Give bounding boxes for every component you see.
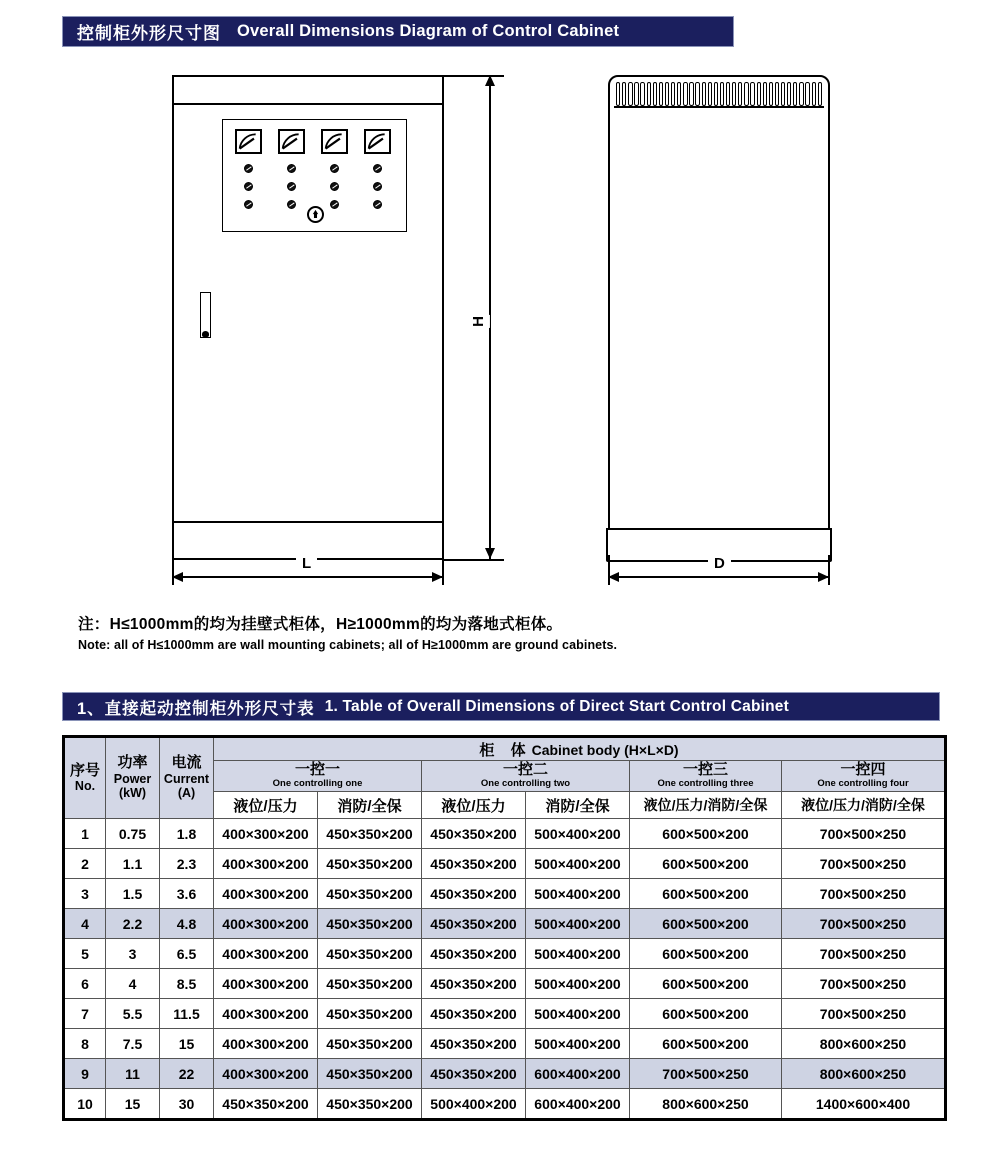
group-header-one-controlling-four: 一控四 One controlling four	[782, 761, 946, 792]
analog-meter-icon	[321, 129, 348, 154]
indicator-lamp	[330, 182, 339, 191]
dimensions-drawing	[0, 55, 1000, 600]
cabinet-side-body	[608, 75, 830, 560]
col-header-current: 电流 Current (A)	[160, 737, 214, 819]
cell-c4: 800×600×250	[782, 1059, 946, 1089]
cell-c3: 600×500×200	[630, 909, 782, 939]
cell-c1b: 450×350×200	[318, 1029, 422, 1059]
table-header-row-1	[64, 737, 946, 761]
table-row	[64, 1059, 946, 1089]
indicator-lamp	[373, 164, 382, 173]
cell-c1b: 450×350×200	[318, 939, 422, 969]
selector-knob-icon	[307, 206, 324, 223]
group-header-one-controlling-one: 一控一 One controlling one	[214, 761, 422, 792]
cell-power: 11	[106, 1059, 160, 1089]
cell-power: 2.2	[106, 909, 160, 939]
subcol-header-2b: 消防/全保	[526, 792, 630, 819]
cell-c1b: 450×350×200	[318, 999, 422, 1029]
table-row	[64, 849, 946, 879]
cell-c2b: 500×400×200	[526, 1029, 630, 1059]
dim-label-l: L	[296, 555, 317, 572]
subcol-header-2a: 液位/压力	[422, 792, 526, 819]
cell-c4: 700×500×250	[782, 879, 946, 909]
cell-c1b: 450×350×200	[318, 879, 422, 909]
cell-c2b: 600×400×200	[526, 1059, 630, 1089]
table-row	[64, 879, 946, 909]
cell-no: 5	[64, 939, 106, 969]
section-banner-diagram	[62, 16, 734, 47]
indicator-lamp	[287, 164, 296, 173]
cell-current: 3.6	[160, 879, 214, 909]
cell-power: 1.1	[106, 849, 160, 879]
cell-c2a: 450×350×200	[422, 969, 526, 999]
cell-current: 4.8	[160, 909, 214, 939]
indicator-lamp	[244, 164, 253, 173]
control-panel	[222, 119, 407, 232]
cell-c3: 600×500×200	[630, 879, 782, 909]
cell-c1b: 450×350×200	[318, 909, 422, 939]
dim-extension-line-h-bottom	[444, 559, 504, 561]
cell-no: 9	[64, 1059, 106, 1089]
cell-no: 2	[64, 849, 106, 879]
banner-title-en: Overall Dimensions Diagram of Control Cabinet	[237, 22, 620, 40]
cell-c1a: 400×300×200	[214, 849, 318, 879]
cell-c2a: 450×350×200	[422, 849, 526, 879]
table-banner-title-en: 1. Table of Overall Dimensions of Direct Start Control Cabinet	[324, 697, 789, 715]
cell-c1b: 450×350×200	[318, 1089, 422, 1120]
dim-line-length	[174, 576, 442, 578]
cell-c3: 700×500×250	[630, 1059, 782, 1089]
cell-no: 1	[64, 819, 106, 849]
dim-arrow-up	[485, 75, 495, 86]
cell-no: 4	[64, 909, 106, 939]
cell-current: 15	[160, 1029, 214, 1059]
cabinet-side-view	[608, 75, 830, 560]
cell-c2a: 450×350×200	[422, 819, 526, 849]
cell-c2b: 500×400×200	[526, 999, 630, 1029]
cell-c2b: 500×400×200	[526, 969, 630, 999]
cell-c2b: 500×400×200	[526, 909, 630, 939]
cell-no: 3	[64, 879, 106, 909]
table-body	[64, 819, 946, 1120]
indicator-lamp	[373, 200, 382, 209]
cell-power: 4	[106, 969, 160, 999]
cabinet-door-handle	[200, 292, 211, 338]
cell-power: 15	[106, 1089, 160, 1120]
dim-arrow-down	[485, 548, 495, 559]
cell-c1b: 450×350×200	[318, 849, 422, 879]
cell-c4: 700×500×250	[782, 909, 946, 939]
table-row	[64, 969, 946, 999]
cell-c3: 600×500×200	[630, 939, 782, 969]
cell-c3: 600×500×200	[630, 849, 782, 879]
cell-current: 11.5	[160, 999, 214, 1029]
cell-power: 1.5	[106, 879, 160, 909]
analog-meter-icon	[235, 129, 262, 154]
cell-c4: 700×500×250	[782, 819, 946, 849]
cell-c1b: 450×350×200	[318, 1059, 422, 1089]
cell-current: 8.5	[160, 969, 214, 999]
cell-current: 1.8	[160, 819, 214, 849]
note-block	[78, 612, 938, 652]
dim-extension-line-h-top	[444, 75, 504, 77]
cell-c1a: 400×300×200	[214, 909, 318, 939]
cell-no: 10	[64, 1089, 106, 1120]
subcol-header-1b: 消防/全保	[318, 792, 422, 819]
note-text-cn: 注：H≤1000mm的均为挂壁式柜体，H≥1000mm的均为落地式柜体。	[78, 616, 563, 633]
cell-no: 8	[64, 1029, 106, 1059]
cell-c4: 700×500×250	[782, 849, 946, 879]
analog-meter-icon	[364, 129, 391, 154]
cell-c2a: 450×350×200	[422, 879, 526, 909]
cell-c3: 600×500×200	[630, 969, 782, 999]
cell-c4: 700×500×250	[782, 969, 946, 999]
analog-meter-icon	[278, 129, 305, 154]
cabinet-top-band	[174, 77, 442, 105]
cell-c2a: 450×350×200	[422, 909, 526, 939]
table-row	[64, 999, 946, 1029]
col-header-power: 功率 Power (kW)	[106, 737, 160, 819]
indicator-lamp	[287, 200, 296, 209]
cell-power: 7.5	[106, 1029, 160, 1059]
indicator-lamp	[330, 164, 339, 173]
cell-c2b: 500×400×200	[526, 819, 630, 849]
table-row	[64, 1029, 946, 1059]
cell-power: 5.5	[106, 999, 160, 1029]
banner-title-cn: 控制柜外形尺寸图	[77, 24, 221, 43]
col-header-cabinet-body: 柜 体Cabinet body (H×L×D)	[214, 737, 946, 761]
cell-c1b: 450×350×200	[318, 969, 422, 999]
dim-line-depth	[610, 576, 828, 578]
cell-c2a: 450×350×200	[422, 1029, 526, 1059]
subcol-header-1a: 液位/压力	[214, 792, 318, 819]
cell-c2a: 500×400×200	[422, 1089, 526, 1120]
cell-current: 6.5	[160, 939, 214, 969]
cell-power: 3	[106, 939, 160, 969]
cell-c1a: 400×300×200	[214, 879, 318, 909]
cell-c1a: 400×300×200	[214, 1029, 318, 1059]
cell-c4: 700×500×250	[782, 939, 946, 969]
dim-arrow-right	[432, 572, 443, 582]
table-row	[64, 939, 946, 969]
table-row	[64, 819, 946, 849]
cell-c2b: 500×400×200	[526, 879, 630, 909]
group-header-one-controlling-two: 一控二 One controlling two	[422, 761, 630, 792]
indicator-lamp	[330, 200, 339, 209]
table-row	[64, 1089, 946, 1120]
cabinet-base-band	[174, 521, 442, 558]
cell-c2a: 450×350×200	[422, 939, 526, 969]
table-row	[64, 909, 946, 939]
dimensions-table	[62, 735, 947, 1121]
cell-c1a: 450×350×200	[214, 1089, 318, 1120]
cell-c2b: 500×400×200	[526, 939, 630, 969]
indicator-lamp	[244, 182, 253, 191]
cell-c4: 700×500×250	[782, 999, 946, 1029]
cell-c1b: 450×350×200	[318, 819, 422, 849]
cell-c1a: 400×300×200	[214, 969, 318, 999]
cell-current: 2.3	[160, 849, 214, 879]
dim-label-d: D	[708, 555, 731, 572]
dim-arrow-left	[172, 572, 183, 582]
note-text-en: Note: all of H≤1000mm are wall mounting cabinets; all of H≥1000mm are ground cabinets.	[78, 638, 618, 652]
cell-c2a: 450×350×200	[422, 1059, 526, 1089]
cell-c4: 800×600×250	[782, 1029, 946, 1059]
dim-label-h: H	[467, 315, 490, 328]
dim-arrow-left	[608, 572, 619, 582]
subcol-header-4: 液位/压力/消防/全保	[782, 792, 946, 819]
cell-c3: 600×500×200	[630, 999, 782, 1029]
group-header-one-controlling-three: 一控三 One controlling three	[630, 761, 782, 792]
indicator-lamp	[373, 182, 382, 191]
section-banner-table	[62, 692, 940, 721]
cabinet-front-view	[172, 75, 444, 560]
cell-c2b: 500×400×200	[526, 849, 630, 879]
cell-c1a: 400×300×200	[214, 999, 318, 1029]
table-banner-title-cn: 1、直接起动控制柜外形尺寸表	[77, 699, 315, 718]
cell-c1a: 400×300×200	[214, 1059, 318, 1089]
cell-c4: 1400×600×400	[782, 1089, 946, 1120]
cell-power: 0.75	[106, 819, 160, 849]
cell-c2a: 450×350×200	[422, 999, 526, 1029]
ventilation-louver-grille	[614, 82, 824, 108]
cell-current: 22	[160, 1059, 214, 1089]
subcol-header-3: 液位/压力/消防/全保	[630, 792, 782, 819]
col-header-no: 序号 No.	[64, 737, 106, 819]
dim-arrow-right	[818, 572, 829, 582]
cell-no: 6	[64, 969, 106, 999]
indicator-lamp	[287, 182, 296, 191]
cell-c3: 600×500×200	[630, 1029, 782, 1059]
cell-c3: 600×500×200	[630, 819, 782, 849]
cell-c2b: 600×400×200	[526, 1089, 630, 1120]
cell-c1a: 400×300×200	[214, 939, 318, 969]
cell-c1a: 400×300×200	[214, 819, 318, 849]
cell-c3: 800×600×250	[630, 1089, 782, 1120]
cell-no: 7	[64, 999, 106, 1029]
cell-current: 30	[160, 1089, 214, 1120]
indicator-lamp	[244, 200, 253, 209]
